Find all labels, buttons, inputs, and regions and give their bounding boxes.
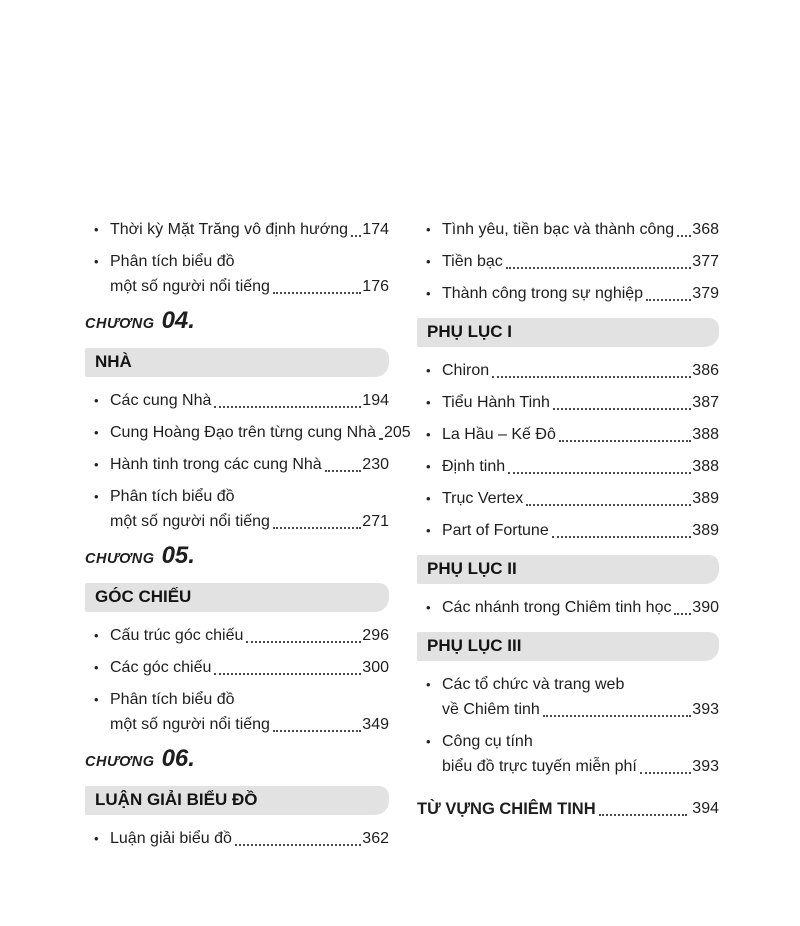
entry-title: Công cụ tính	[442, 733, 533, 750]
dot-leader	[677, 235, 691, 237]
entry-last-line	[442, 699, 719, 721]
page-number: 349	[362, 716, 389, 733]
section-title: PHỤ LỤC III	[427, 636, 522, 655]
entry-title: Phân tích biểu đồ	[110, 691, 235, 708]
entry-last-line	[110, 657, 389, 679]
entry-title: Các cung Nhà	[110, 392, 212, 409]
entry-last-line	[442, 360, 719, 382]
bullet-icon: •	[426, 222, 431, 237]
toc-entry	[417, 219, 719, 241]
entry-last-line	[442, 251, 719, 273]
dot-leader	[235, 844, 361, 846]
entry-title: về Chiêm tinh	[442, 701, 540, 718]
dot-leader	[559, 440, 691, 442]
toc-entry	[417, 520, 719, 542]
entry-body	[442, 597, 719, 619]
section-header	[85, 786, 389, 815]
chapter-number: 04.	[161, 307, 195, 334]
entry-title: Hành tinh trong các cung Nhà	[110, 456, 322, 473]
entry-body	[442, 424, 719, 446]
toc-entry	[417, 488, 719, 510]
dot-leader	[599, 814, 688, 816]
entry-last-line	[110, 390, 389, 412]
entry-body	[110, 390, 389, 412]
chapter-label: CHƯƠNG	[85, 316, 155, 332]
entry-body	[442, 520, 719, 542]
toc-entry	[85, 454, 389, 476]
chapter-heading	[85, 746, 389, 775]
dot-leader	[351, 235, 361, 237]
entry-title: Các góc chiếu	[110, 659, 212, 676]
glossary-title: TỪ VỰNG CHIÊM TINH	[417, 800, 596, 818]
section-title: NHÀ	[95, 352, 132, 371]
bullet-icon: •	[94, 660, 99, 675]
toc-column-right	[417, 219, 719, 860]
page-number: 194	[362, 392, 389, 409]
toc-entry	[85, 251, 389, 298]
entry-title: Cấu trúc góc chiếu	[110, 627, 244, 644]
section-title: PHỤ LỤC II	[427, 559, 517, 578]
toc-entry	[417, 674, 719, 721]
entry-last-line	[110, 828, 389, 850]
entry-last-line	[110, 219, 389, 241]
dot-leader	[543, 715, 691, 717]
section-header	[85, 348, 389, 377]
dot-leader	[214, 406, 361, 408]
entry-title: Phân tích biểu đồ	[110, 488, 235, 505]
toc-entry	[85, 486, 389, 533]
section-title: LUẬN GIẢI BIỂU ĐỒ	[95, 790, 258, 809]
entry-title: Tiểu Hành Tinh	[442, 394, 550, 411]
section-header	[417, 632, 719, 661]
bullet-icon: •	[426, 363, 431, 378]
entry-title: Trục Vertex	[442, 490, 524, 507]
entry-body	[442, 251, 719, 273]
page-number: 393	[692, 758, 719, 775]
entry-body	[442, 283, 719, 305]
entry-last-line	[442, 219, 719, 241]
entry-last-line	[110, 625, 389, 647]
entry-body	[110, 454, 389, 476]
entry-body	[110, 828, 389, 850]
page-number: 393	[692, 701, 719, 718]
toc-entry	[85, 657, 389, 679]
section-header	[417, 318, 719, 347]
entry-title: Thời kỳ Mặt Trăng vô định hướng	[110, 221, 349, 238]
page-number: 205	[384, 424, 411, 441]
page-number: 389	[692, 490, 719, 507]
entry-title: Phân tích biểu đồ	[110, 253, 235, 270]
entry-last-line	[442, 597, 719, 619]
toc-entry	[85, 625, 389, 647]
entry-title: Tiền bạc	[442, 253, 503, 270]
toc-entry	[417, 424, 719, 446]
dot-leader	[273, 292, 361, 294]
entry-last-line	[110, 511, 389, 533]
entry-body	[110, 689, 389, 736]
chapter-label: CHƯƠNG	[85, 754, 155, 770]
toc-entry	[417, 456, 719, 478]
toc-entry	[417, 360, 719, 382]
toc-entry	[85, 390, 389, 412]
entry-last-line	[110, 714, 389, 736]
dot-leader	[526, 504, 691, 506]
bullet-icon: •	[426, 395, 431, 410]
bullet-icon: •	[94, 628, 99, 643]
page-number: 176	[362, 278, 389, 295]
bullet-icon: •	[94, 393, 99, 408]
dot-leader	[492, 376, 691, 378]
bullet-icon: •	[94, 457, 99, 472]
page-number: 389	[692, 522, 719, 539]
dot-leader	[674, 613, 691, 615]
bullet-icon: •	[426, 254, 431, 269]
toc-entry	[417, 597, 719, 619]
entry-title: Định tinh	[442, 458, 506, 475]
page-number: 362	[362, 830, 389, 847]
entry-last-line	[442, 456, 719, 478]
entry-last-line	[110, 454, 389, 476]
section-header	[85, 583, 389, 612]
section-title: PHỤ LỤC I	[427, 322, 512, 341]
bullet-icon: •	[426, 286, 431, 301]
chapter-heading	[85, 308, 389, 337]
toc-column-left	[85, 219, 411, 860]
entry-title: Các nhánh trong Chiêm tinh học	[442, 599, 672, 616]
chapter-number: 05.	[161, 542, 195, 569]
entry-body	[442, 731, 719, 778]
entry-title: Part of Fortune	[442, 522, 549, 539]
entry-title: Thành công trong sự nghiệp	[442, 285, 644, 302]
page-number: 394	[692, 800, 719, 817]
page-number: 271	[362, 513, 389, 530]
entry-last-line	[442, 392, 719, 414]
dot-leader	[640, 772, 691, 774]
bullet-icon: •	[426, 600, 431, 615]
bullet-icon: •	[426, 523, 431, 538]
entry-body	[442, 360, 719, 382]
section-title: GÓC CHIẾU	[95, 587, 192, 606]
entry-title: Cung Hoàng Đạo trên từng cung Nhà	[110, 424, 376, 441]
dot-leader	[325, 470, 362, 472]
page-number: 296	[362, 627, 389, 644]
page-number: 387	[692, 394, 719, 411]
bullet-icon: •	[94, 254, 99, 269]
entry-title: Luận giải biểu đồ	[110, 830, 232, 847]
toc-entry	[417, 731, 719, 778]
entry-last-line	[442, 424, 719, 446]
entry-title: Tình yêu, tiền bạc và thành công	[442, 221, 675, 238]
bullet-icon: •	[426, 491, 431, 506]
section-header	[417, 555, 719, 584]
bullet-icon: •	[426, 459, 431, 474]
page-number: 390	[692, 599, 719, 616]
bullet-icon: •	[426, 677, 431, 692]
page-number: 388	[692, 426, 719, 443]
entry-body	[442, 488, 719, 510]
entry-title: Các tổ chức và trang web	[442, 676, 625, 693]
toc-entry	[417, 283, 719, 305]
entry-title: La Hầu – Kế Đô	[442, 426, 556, 443]
glossary-entry	[417, 798, 719, 820]
bullet-icon: •	[94, 222, 99, 237]
page-number: 377	[692, 253, 719, 270]
entry-last-line	[442, 488, 719, 510]
entry-title: Chiron	[442, 362, 490, 379]
page-number: 368	[692, 221, 719, 238]
chapter-label: CHƯƠNG	[85, 551, 155, 567]
page-number: 300	[362, 659, 389, 676]
toc-columns	[85, 219, 719, 860]
dot-leader	[508, 472, 691, 474]
entry-body	[110, 422, 411, 444]
bullet-icon: •	[426, 427, 431, 442]
toc-entry	[85, 219, 389, 241]
entry-title: biểu đồ trực tuyến miễn phí	[442, 758, 637, 775]
dot-leader	[552, 536, 692, 538]
entry-title: một số người nổi tiếng	[110, 513, 270, 530]
toc-entry	[85, 422, 411, 444]
entry-last-line	[442, 283, 719, 305]
page-number: 174	[362, 221, 389, 238]
page-number: 386	[692, 362, 719, 379]
entry-last-line	[110, 422, 411, 444]
entry-body	[110, 625, 389, 647]
entry-body	[442, 456, 719, 478]
dot-leader	[553, 408, 691, 410]
dot-leader	[246, 641, 361, 643]
entry-title: một số người nổi tiếng	[110, 278, 270, 295]
entry-body	[110, 486, 389, 533]
entry-body	[110, 219, 389, 241]
page-number: 388	[692, 458, 719, 475]
dot-leader	[214, 673, 361, 675]
entry-body	[110, 657, 389, 679]
entry-body	[442, 674, 719, 721]
toc-entry	[85, 689, 389, 736]
page-number: 230	[362, 456, 389, 473]
toc-entry	[417, 251, 719, 273]
bullet-icon: •	[94, 425, 99, 440]
entry-title: một số người nổi tiếng	[110, 716, 270, 733]
dot-leader	[646, 299, 691, 301]
bullet-icon: •	[94, 692, 99, 707]
bullet-icon: •	[94, 831, 99, 846]
toc-entry	[85, 828, 389, 850]
entry-body	[442, 219, 719, 241]
entry-body	[442, 392, 719, 414]
chapter-heading	[85, 543, 389, 572]
entry-last-line	[442, 520, 719, 542]
page-number: 379	[692, 285, 719, 302]
chapter-number: 06.	[161, 745, 195, 772]
dot-leader	[379, 438, 383, 440]
entry-last-line	[110, 276, 389, 298]
dot-leader	[506, 267, 692, 269]
dot-leader	[273, 527, 361, 529]
entry-body	[110, 251, 389, 298]
dot-leader	[273, 730, 361, 732]
bullet-icon: •	[426, 734, 431, 749]
toc-entry	[417, 392, 719, 414]
entry-last-line	[442, 756, 719, 778]
bullet-icon: •	[94, 489, 99, 504]
